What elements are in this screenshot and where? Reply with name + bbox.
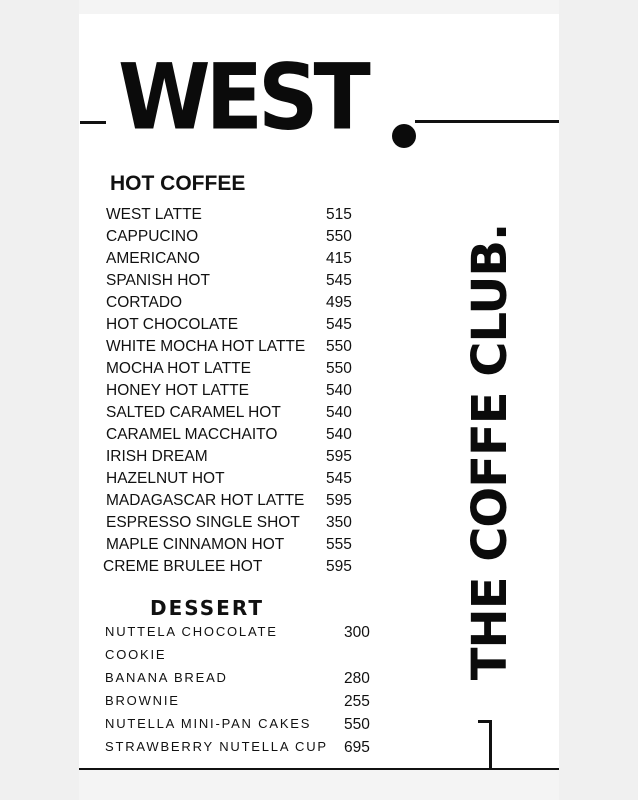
menu-item-row	[0, 316, 638, 338]
menu-item-price: 515	[326, 206, 352, 223]
menu-item-name: ESPRESSO SINGLE SHOT	[106, 514, 300, 531]
menu-item-name: CAPPUCINO	[106, 228, 199, 245]
dessert-item-price: 695	[344, 739, 370, 756]
menu-item-price: 545	[326, 470, 352, 487]
menu-item-price: 550	[326, 338, 352, 355]
menu-item-price: 540	[326, 404, 352, 421]
dessert-item-row	[0, 624, 638, 646]
header-rule-right	[415, 120, 559, 123]
dessert-item-name: COOKIE	[105, 647, 167, 662]
menu-item-name: CORTADO	[106, 294, 183, 311]
dessert-item-name: STRAWBERRY NUTELLA CUP	[105, 739, 328, 754]
menu-item-price: 595	[326, 492, 352, 509]
menu-item-name: HAZELNUT HOT	[106, 470, 225, 487]
dessert-item-name: BROWNIE	[105, 693, 180, 708]
menu-item-row	[0, 404, 638, 426]
menu-item-price: 495	[326, 294, 352, 311]
menu-item-name: WHITE MOCHA HOT LATTE	[106, 338, 306, 355]
bottom-band	[79, 770, 559, 800]
menu-item-price: 545	[326, 316, 352, 333]
menu-item-row	[0, 360, 638, 382]
menu-item-price: 595	[326, 448, 352, 465]
dessert-item-price: 550	[344, 716, 370, 733]
dessert-heading: DESSERT	[150, 596, 264, 620]
menu-item-name: MADAGASCAR HOT LATTE	[106, 492, 305, 509]
menu-item-price: 595	[326, 558, 352, 575]
dessert-item-row	[0, 739, 638, 761]
bottom-rule	[79, 768, 559, 770]
menu-item-price: 550	[326, 360, 352, 377]
menu-item-name: IRISH DREAM	[106, 448, 208, 465]
menu-item-name: MAPLE CINNAMON HOT	[106, 536, 285, 553]
dessert-item-row	[0, 647, 638, 669]
menu-item-price: 545	[326, 272, 352, 289]
side-title: THE COFFE CLUB.	[462, 223, 518, 681]
menu-item-name: CARAMEL MACCHAITO	[106, 426, 278, 443]
menu-item-price: 540	[326, 382, 352, 399]
menu-item-row	[0, 228, 638, 250]
menu-item-name: CREME BRULEE HOT	[103, 558, 263, 575]
menu-item-row	[0, 448, 638, 470]
dessert-item-row	[0, 693, 638, 715]
menu-item-price: 350	[326, 514, 352, 531]
menu-item-row	[0, 558, 638, 580]
menu-item-name: HONEY HOT LATTE	[106, 382, 249, 399]
dessert-item-name: NUTTELA CHOCOLATE	[105, 624, 278, 639]
menu-item-name: AMERICANO	[106, 250, 200, 267]
menu-item-row	[0, 426, 638, 448]
dessert-item-price: 300	[344, 624, 370, 641]
menu-item-price: 555	[326, 536, 352, 553]
dessert-item-name: BANANA BREAD	[105, 670, 228, 685]
menu-item-row	[0, 294, 638, 316]
menu-item-name: WEST LATTE	[106, 206, 202, 223]
dessert-item-price: 255	[344, 693, 370, 710]
dessert-item-name: NUTELLA MINI-PAN CAKES	[105, 716, 312, 731]
dessert-item-price: 280	[344, 670, 370, 687]
menu-item-price: 415	[326, 250, 352, 267]
menu-item-row	[0, 492, 638, 514]
menu-item-row	[0, 338, 638, 360]
menu-item-row	[0, 250, 638, 272]
dessert-item-row	[0, 670, 638, 692]
menu-item-row	[0, 272, 638, 294]
header-rule-left	[80, 121, 106, 124]
dessert-item-row	[0, 716, 638, 738]
menu-item-price: 550	[326, 228, 352, 245]
menu-item-name: HOT CHOCOLATE	[106, 316, 239, 333]
brand-title: WEST	[118, 44, 366, 151]
menu-item-price: 540	[326, 426, 352, 443]
menu-item-row	[0, 514, 638, 536]
menu-item-name: SPANISH HOT	[106, 272, 210, 289]
menu-item-row	[0, 470, 638, 492]
menu-item-row	[0, 382, 638, 404]
menu-item-row	[0, 206, 638, 228]
menu-item-row	[0, 536, 638, 558]
menu-item-name: SALTED CARAMEL HOT	[106, 404, 281, 421]
hot-coffee-heading: HOT COFFEE	[110, 172, 246, 195]
menu-item-name: MOCHA HOT LATTE	[106, 360, 251, 377]
brand-dot	[392, 124, 416, 148]
